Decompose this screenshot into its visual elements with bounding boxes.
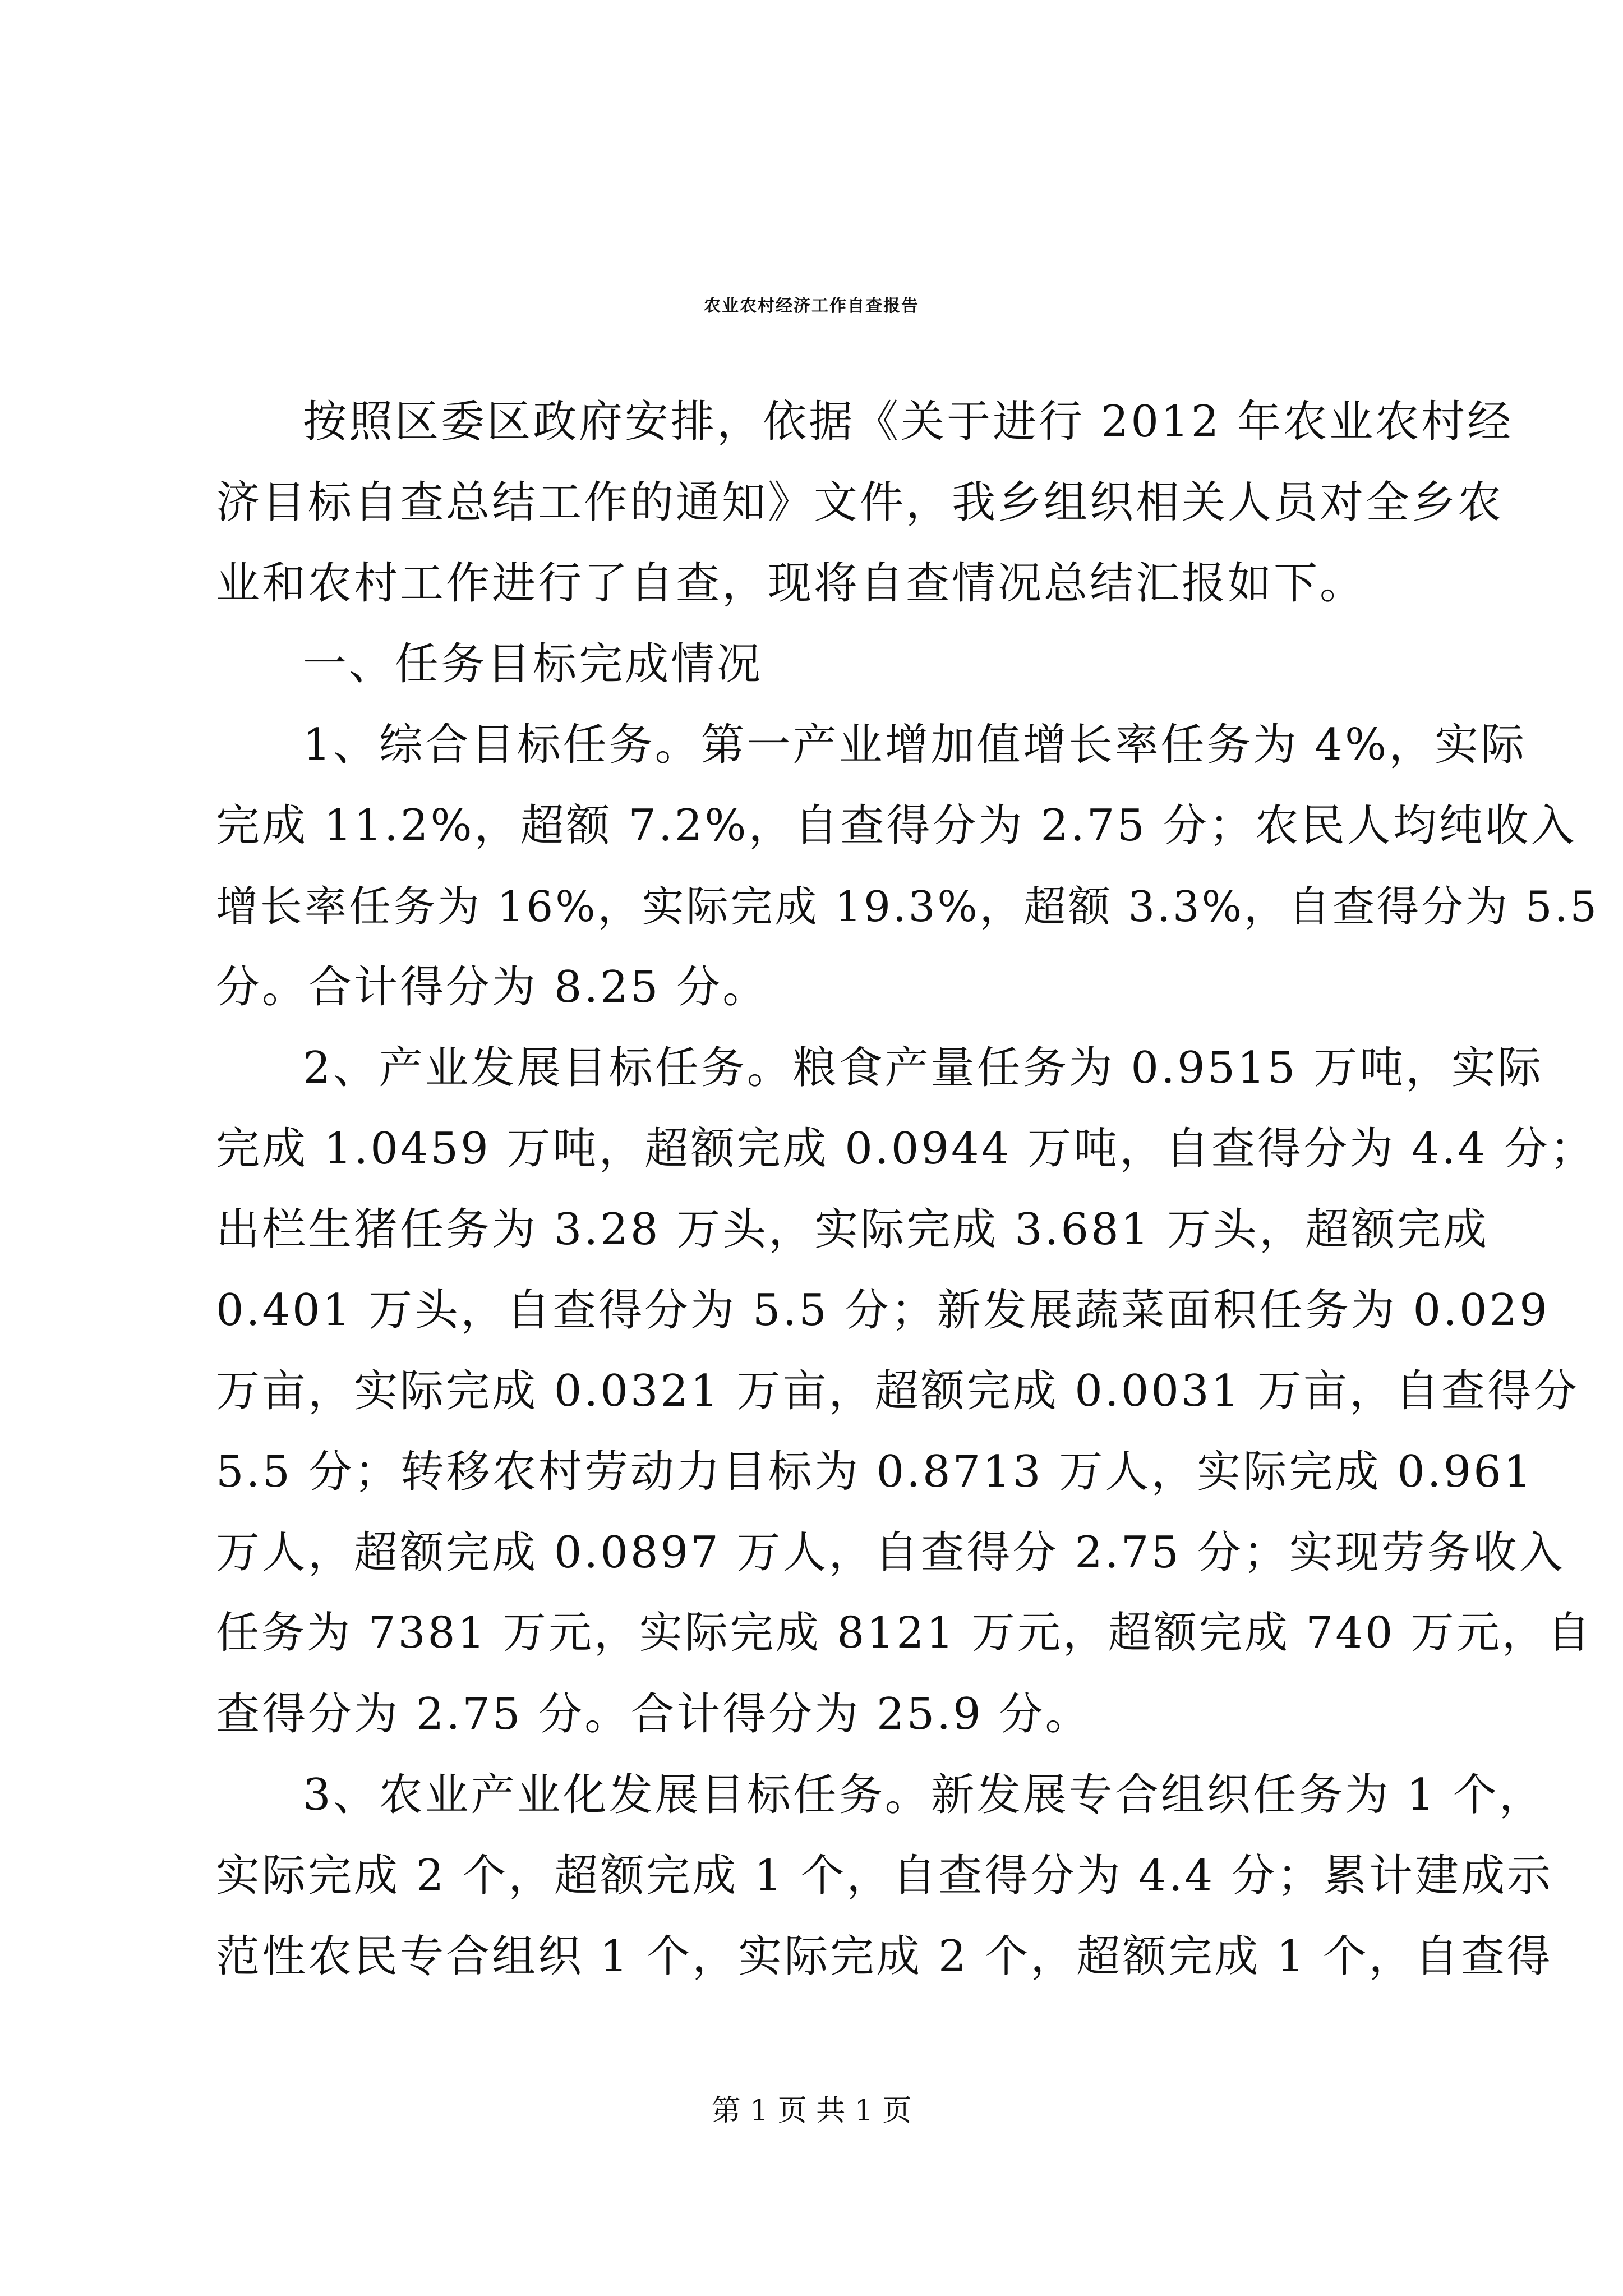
body-line: 实际完成 2 个，超额完成 1 个，自查得分为 4.4 分；累计建成示: [216, 1851, 1553, 1901]
body-line: 完成 1.0459 万吨，超额完成 0.0944 万吨，自查得分为 4.4 分；: [216, 1124, 1596, 1174]
page-footer: 第 1 页 共 1 页: [711, 2094, 912, 2128]
document-title: 农业农村经济工作自查报告: [704, 296, 919, 316]
body-line: 万人，超额完成 0.0897 万人，自查得分 2.75 分；实现劳务收入: [216, 1527, 1565, 1578]
body-line: 2、产业发展目标任务。粮食产量任务为 0.9515 万吨，实际: [303, 1043, 1544, 1093]
body-line: 3、农业产业化发展目标任务。新发展专合组织任务为 1 个，: [303, 1770, 1545, 1820]
body-line: 出栏生猪任务为 3.28 万头，实际完成 3.681 万头，超额完成: [216, 1204, 1490, 1255]
body-line: 增长率任务为 16%，实际完成 19.3%，超额 3.3%，自查得分为 5.5: [216, 882, 1599, 931]
body-line: 万亩，实际完成 0.0321 万亩，超额完成 0.0031 万亩，自查得分: [216, 1366, 1580, 1416]
body-line: 完成 11.2%，超额 7.2%，自查得分为 2.75 分；农民人均纯收入: [216, 800, 1577, 851]
section-heading: 一、任务目标完成情况: [303, 639, 763, 689]
body-line: 查得分为 2.75 分。合计得分为 25.9 分。: [216, 1689, 1091, 1740]
body-line: 任务为 7381 万元，实际完成 8121 万元，超额完成 740 万元，自: [216, 1608, 1593, 1658]
body-line: 0.401 万头，自查得分为 5.5 分；新发展蔬菜面积任务为 0.029: [216, 1285, 1550, 1336]
body-line: 1、综合目标任务。第一产业增加值增长率任务为 4%，实际: [303, 720, 1527, 770]
body-line: 业和农村工作进行了自查，现将自查情况总结汇报如下。: [216, 558, 1366, 609]
body-line: 5.5 分；转移农村劳动力目标为 0.8713 万人，实际完成 0.961: [216, 1447, 1534, 1497]
body-line: 济目标自查总结工作的通知》文件，我乡组织相关人员对全乡农: [216, 477, 1504, 528]
body-line: 分。合计得分为 8.25 分。: [216, 962, 769, 1013]
body-line: 按照区委区政府安排，依据《关于进行 2012 年农业农村经: [303, 397, 1514, 447]
body-line: 范性农民专合组织 1 个，实际完成 2 个，超额完成 1 个，自查得: [216, 1931, 1553, 1982]
